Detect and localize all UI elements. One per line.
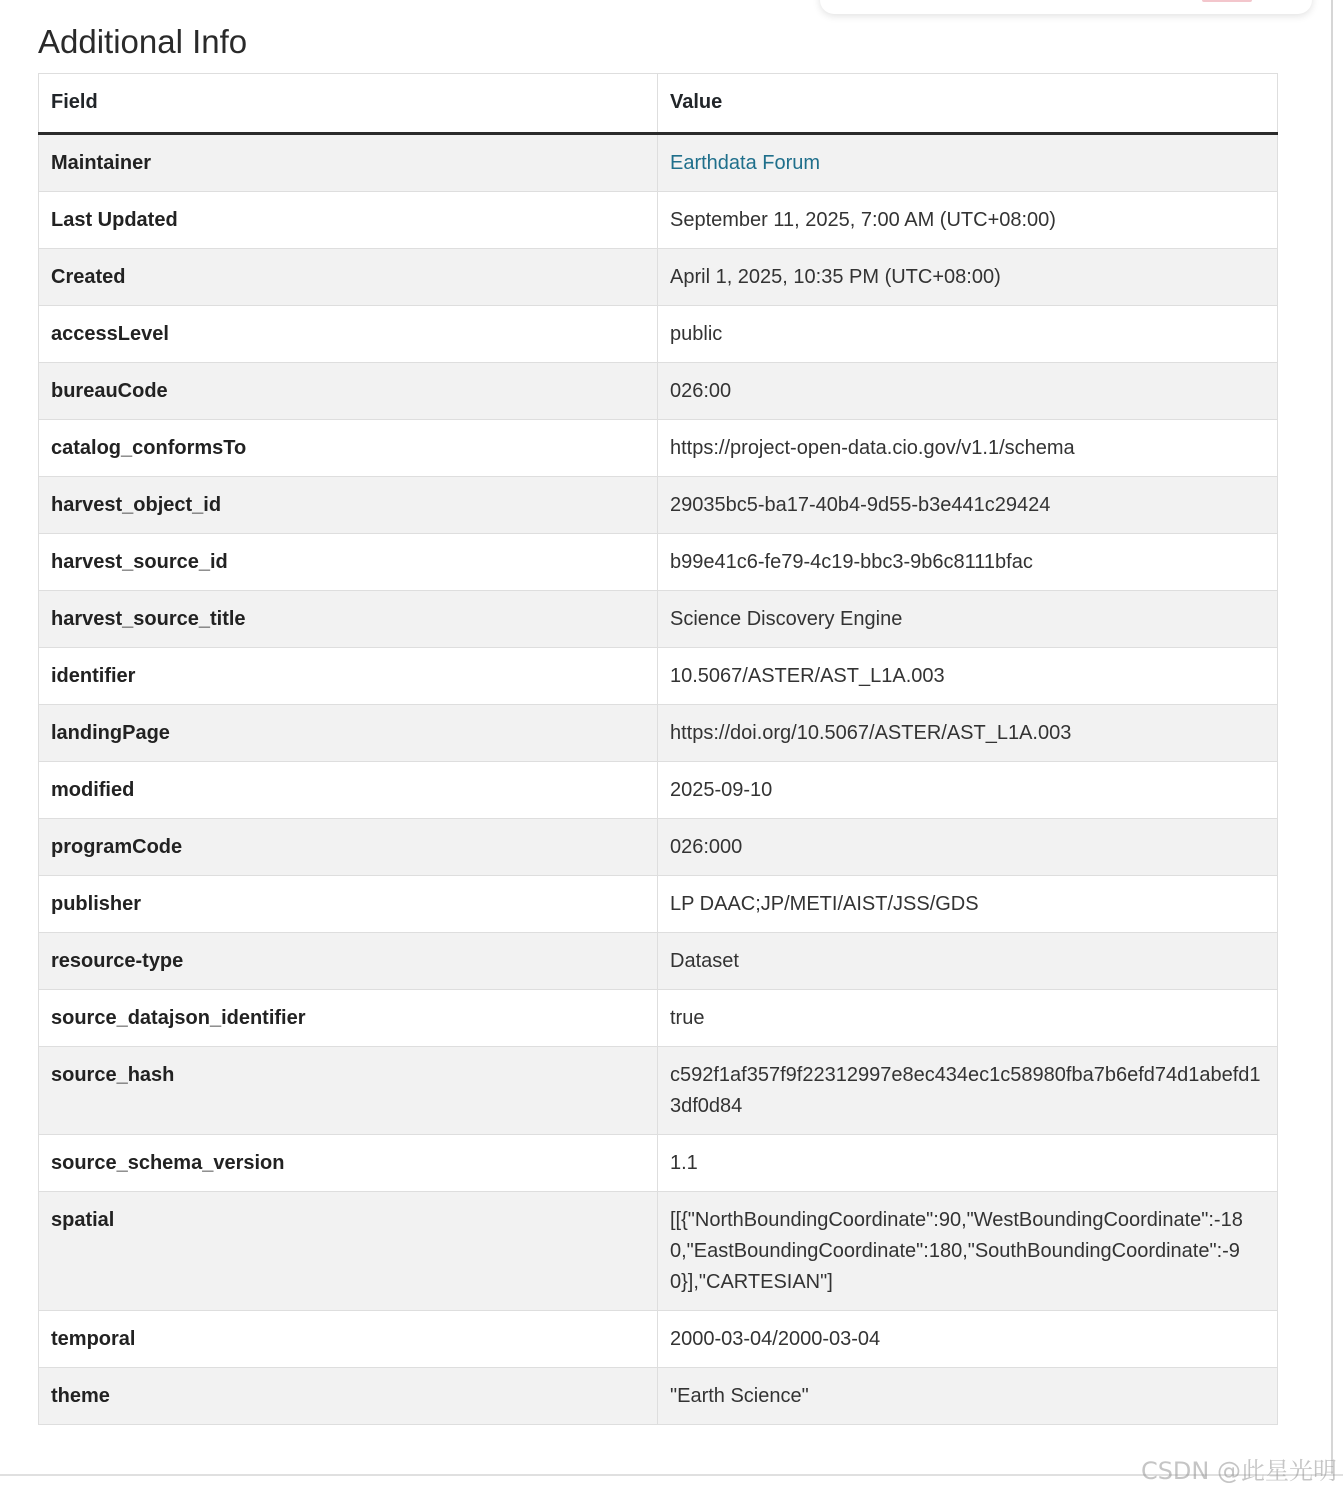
row-field: source_hash	[39, 1047, 658, 1135]
row-value: b99e41c6-fe79-4c19-bbc3-9b6c8111bfac	[658, 534, 1278, 591]
row-value: April 1, 2025, 10:35 PM (UTC+08:00)	[658, 249, 1278, 306]
row-field: harvest_source_id	[39, 534, 658, 591]
row-field: bureauCode	[39, 363, 658, 420]
row-value: "Earth Science"	[658, 1368, 1278, 1425]
row-value: 10.5067/ASTER/AST_L1A.003	[658, 648, 1278, 705]
table-row	[39, 705, 1278, 762]
table-row	[39, 762, 1278, 819]
header-value: Value	[658, 74, 1278, 134]
row-field: identifier	[39, 648, 658, 705]
row-field: temporal	[39, 1311, 658, 1368]
row-value: Science Discovery Engine	[658, 591, 1278, 648]
row-value: September 11, 2025, 7:00 AM (UTC+08:00)	[658, 192, 1278, 249]
table-row	[39, 134, 1278, 192]
table-header-row	[39, 74, 1278, 134]
table-row	[39, 534, 1278, 591]
row-value: 29035bc5-ba17-40b4-9d55-b3e441c29424	[658, 477, 1278, 534]
table-row	[39, 876, 1278, 933]
row-field: resource-type	[39, 933, 658, 990]
row-field: modified	[39, 762, 658, 819]
page-title: Additional Info	[38, 23, 248, 60]
row-field: harvest_object_id	[39, 477, 658, 534]
row-field: source_datajson_identifier	[39, 990, 658, 1047]
table-row	[39, 192, 1278, 249]
row-value: 2025-09-10	[658, 762, 1278, 819]
scrollbar-track[interactable]	[1331, 0, 1333, 1476]
row-value: https://project-open-data.cio.gov/v1.1/schema	[658, 420, 1278, 477]
top-card-edge	[820, 0, 1312, 14]
table-row	[39, 1368, 1278, 1425]
row-value: [[{"NorthBoundingCoordinate":90,"WestBoundingCoordinate":-180,"EastBoundingCoordinate":180,"SouthBoundingCoordinate":-90}],"CARTESIAN"]	[658, 1192, 1278, 1311]
row-value: 1.1	[658, 1135, 1278, 1192]
table-row	[39, 990, 1278, 1047]
row-field: theme	[39, 1368, 658, 1425]
row-value: public	[658, 306, 1278, 363]
row-field: accessLevel	[39, 306, 658, 363]
row-field: Created	[39, 249, 658, 306]
table-row	[39, 933, 1278, 990]
table-row	[39, 249, 1278, 306]
row-value	[658, 134, 1278, 192]
row-value: LP DAAC;JP/METI/AIST/JSS/GDS	[658, 876, 1278, 933]
row-field: Last Updated	[39, 192, 658, 249]
table-row	[39, 477, 1278, 534]
row-field: landingPage	[39, 705, 658, 762]
table-row	[39, 1135, 1278, 1192]
row-value: 2000-03-04/2000-03-04	[658, 1311, 1278, 1368]
row-field: Maintainer	[39, 134, 658, 192]
row-value: Dataset	[658, 933, 1278, 990]
maintainer-link[interactable]: Earthdata Forum	[670, 152, 821, 174]
row-field: source_schema_version	[39, 1135, 658, 1192]
additional-info-table	[38, 73, 1278, 1425]
header-field: Field	[39, 74, 658, 134]
row-field: harvest_source_title	[39, 591, 658, 648]
row-value: https://doi.org/10.5067/ASTER/AST_L1A.003	[658, 705, 1278, 762]
table-row	[39, 420, 1278, 477]
table-row	[39, 1192, 1278, 1311]
row-field: spatial	[39, 1192, 658, 1311]
row-value: 026:00	[658, 363, 1278, 420]
top-card-accent	[1202, 0, 1252, 2]
table-row	[39, 819, 1278, 876]
row-field: programCode	[39, 819, 658, 876]
row-field: catalog_conformsTo	[39, 420, 658, 477]
row-value: true	[658, 990, 1278, 1047]
table-row	[39, 591, 1278, 648]
table-row	[39, 363, 1278, 420]
table-row	[39, 648, 1278, 705]
watermark: CSDN @此星光明	[1140, 1457, 1337, 1485]
row-value: 026:000	[658, 819, 1278, 876]
table-row	[39, 306, 1278, 363]
table-row	[39, 1311, 1278, 1368]
table-row	[39, 1047, 1278, 1135]
row-field: publisher	[39, 876, 658, 933]
row-value: c592f1af357f9f22312997e8ec434ec1c58980fba7b6efd74d1abefd13df0d84	[658, 1047, 1278, 1135]
